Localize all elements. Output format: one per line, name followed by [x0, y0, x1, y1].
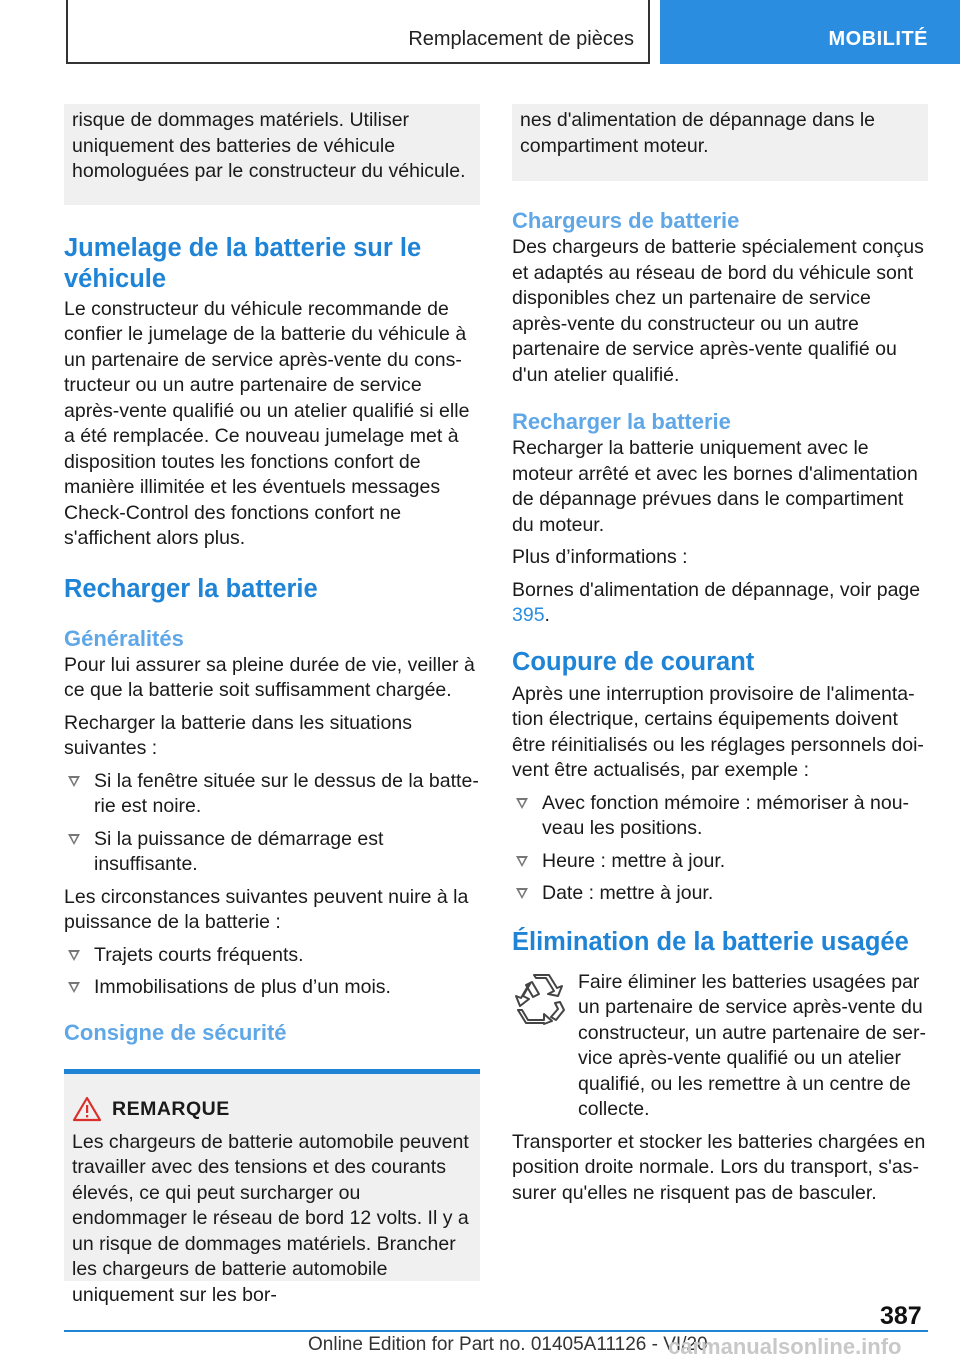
warning-notice-box: [64, 1069, 480, 1306]
header-chapter-tab[interactable]: [660, 0, 960, 64]
bullet-triangle-icon: [516, 798, 528, 809]
bullet-triangle-icon: [68, 776, 80, 787]
paragraph-transport: Transporter et stocker les batteries chargées en position droite normale. Lors du transport, s'assurer qu'elles ne risquent pas de basculer.: [512, 1130, 926, 1204]
page-reference-link[interactable]: 395: [512, 604, 545, 626]
paragraph-recharger: Recharger la batterie uniquement avec le moteur arrêté et avec les bornes d'alimentation de dépannage prévues dans le compartiment du moteur.: [512, 437, 918, 536]
paragraph-elimination: Faire éliminer les batteries usagées par un partenaire de service après-vente du constructeur, un autre partenaire de service après-vente qualifié ou un atelier qualifié, ou les remettre à un centre de collecte.: [578, 970, 926, 1120]
heading-elimination: Élimination de la batterie usagée: [512, 927, 909, 956]
right-column: [512, 104, 928, 1213]
bullet-triangle-icon: [516, 888, 528, 899]
left-column: [64, 104, 480, 1306]
paragraph-bornes: Bornes d'alimentation de dépannage, voir page 395.: [512, 578, 921, 626]
list-item: Avec fonction mémoire : mémoriser à nouveau les positions.: [512, 791, 928, 842]
heading-consigne-securite: Consigne de sécurité: [64, 1019, 287, 1045]
paragraph-generalites-2: Recharger la batterie dans les situations suivantes :: [64, 711, 412, 759]
list-circonstances: [64, 943, 480, 1001]
heading-chargeurs: Chargeurs de batterie: [512, 208, 740, 233]
recycle-icon: [514, 972, 568, 1024]
header-chapter-label: MOBILITÉ: [828, 28, 928, 50]
header-section-box: [66, 0, 650, 64]
header-section-title: Remplacement de pièces: [408, 28, 634, 50]
bullet-triangle-icon: [516, 856, 528, 867]
heading-recharger-right: Recharger la batterie: [512, 409, 731, 434]
warning-triangle-icon: [72, 1096, 102, 1122]
bullet-triangle-icon: [68, 950, 80, 961]
notice-header: [72, 1096, 472, 1126]
continued-notice-text: risque de dommages matériels. Utiliser uniquement des batteries de véhicule homologuées par le constructeur du véhicule.: [72, 109, 466, 182]
paragraph-plus-infos: Plus d’informations :: [512, 546, 688, 568]
continued-notice-text-right: nes d'alimentation de dépannage dans le compartiment moteur.: [520, 109, 875, 157]
paragraph-circonstances: Les circonstances suivantes peuvent nuire à la puissance de la batterie :: [64, 885, 469, 933]
bullet-triangle-icon: [68, 834, 80, 845]
list-item: Si la puissance de démarrage est insuffisante.: [64, 827, 480, 878]
elimination-block: [512, 970, 928, 1123]
notice-title: REMARQUE: [112, 1097, 230, 1120]
continued-notice-box-right: [512, 104, 928, 181]
paragraph-jumelage: Le constructeur du véhicule recommande de confier le jumelage de la batterie du véhicule à un partenaire de service après-vente du constructeur ou un autre partenaire de service après-vente qualifié ou un atelier qualifié si elle a été remplacée. Ce nouveau jumelage met à disposition toutes les fonctions confort de manière illimitée et les éventuels messages Check-Control des fonctions confort ne s'affichent alors plus.: [64, 297, 470, 549]
paragraph-chargeurs: Des chargeurs de batterie spécialement conçus et adaptés au réseau de bord du véhicule sont disponibles chez un partenaire de service après-vente du constructeur ou un autre partenaire de service après-vente qualifié ou d'un atelier qualifié.: [512, 236, 924, 386]
watermark: carmanualsonline.info: [668, 1334, 902, 1359]
heading-generalites: Généralités: [64, 625, 184, 651]
list-item: Heure : mettre à jour.: [512, 849, 928, 875]
notice-text: Les chargeurs de batterie automobile peuvent travailler avec des tensions et des courants élevés, ce qui peut surcharger ou endommager le réseau de bord 12 volts. Il y a un risque de dommages matériels. Brancher les chargeurs de batterie automobile uniquement sur les bor-: [72, 1130, 469, 1306]
list-coupure: [512, 791, 928, 907]
footer-divider: [64, 1330, 928, 1332]
list-item: Trajets courts fréquents.: [64, 943, 480, 969]
paragraph-coupure: Après une interruption provisoire de l'alimentation électrique, certains équipements doivent être réinitialisés ou les réglages personnels doivent être actualisés, par exemple :: [512, 682, 924, 781]
footer-edition: Online Edition for Part no. 01405A11126 - VI/20: [308, 1334, 708, 1355]
heading-coupure: Coupure de courant: [512, 647, 755, 676]
list-recharge-situations: [64, 769, 480, 878]
bullet-triangle-icon: [68, 982, 80, 993]
list-item: Date : mettre à jour.: [512, 881, 928, 907]
page-number: 387: [880, 1302, 922, 1330]
list-item: Immobilisations de plus d’un mois.: [64, 975, 480, 1001]
list-item: Si la fenêtre située sur le dessus de la batterie est noire.: [64, 769, 480, 820]
continued-notice-box: [64, 104, 480, 205]
heading-recharger-batterie: Recharger la batterie: [64, 574, 318, 603]
page-header: [0, 0, 960, 64]
heading-jumelage: Jumelage de la batterie sur le véhicule: [64, 233, 422, 293]
paragraph-generalites-1: Pour lui assurer sa pleine durée de vie, veiller à ce que la batterie soit suffisamment chargée.: [64, 653, 475, 701]
